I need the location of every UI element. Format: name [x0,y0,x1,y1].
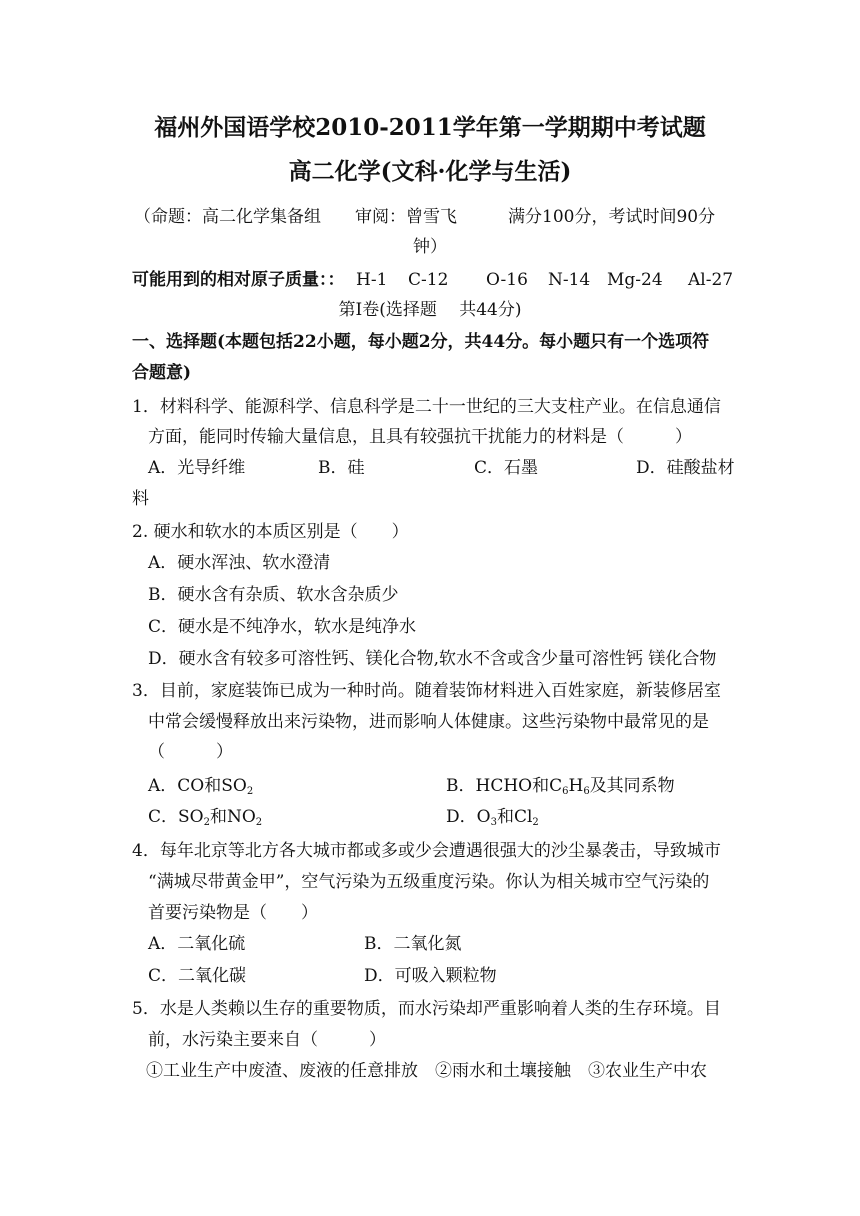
question-1-stem-cont: 方面，能同时传输大量信息，且具有较强抗干扰能力的材料是（ ） [148,427,692,447]
question-2-option-c: C．硬水是不纯净水，软水是纯净水 [148,617,417,637]
atomic-mass-value: C-12 [408,270,449,290]
question-4-stem-cont: 首要污染物是（ ） [148,903,318,923]
question-1-option-a: A．光导纤维 [148,458,246,478]
part-heading: 第Ⅰ卷(选择题 共44分) [338,300,522,320]
question-4-stem-cont: “满城尽带黄金甲”，空气污染为五级重度污染。你认为相关城市空气污染的 [148,872,710,892]
question-1-stem: 1．材料科学、能源科学、信息科学是二十一世纪的三大支柱产业。在信息通信 [132,397,721,417]
exam-meta-line2: 钟） [413,237,447,257]
atomic-mass-value: O-16 [486,270,528,290]
question-5-stem: 5．水是人类赖以生存的重要物质，而水污染却严重影响着人类的生存环境。目 [132,999,721,1019]
question-4-option-d: D．可吸入颗粒物 [364,966,497,986]
atomic-mass-line [132,268,734,292]
atomic-mass-value: Mg-24 [607,270,663,290]
question-3-stem-cont: 中常会缓慢释放出来污染物，进而影响人体健康。这些污染物中最常见的是 [148,712,709,732]
question-5-stem-cont: 前，水污染主要来自（ ） [148,1030,386,1050]
question-2-stem: 2. 硬水和软水的本质区别是（ ） [132,522,409,542]
question-3-stem: 3．目前，家庭装饰已成为一种时尚。随着装饰材料进入百姓家庭，新装修居室 [132,681,721,701]
question-3-answer-blank: （ ） [148,742,233,762]
question-1-option-d-cont: 料 [132,489,149,509]
question-4-option-b: B．二氧化氮 [364,934,462,954]
atomic-mass-value: H-1 [356,270,388,290]
question-1-option-d: D．硅酸盐材 [636,458,735,478]
question-2-option-a: A．硬水浑浊、软水澄清 [148,553,331,573]
exam-meta-line1: （命题：高二化学集备组 审阅：曾雪飞 满分100分，考试时间90分 [134,207,716,227]
section-heading: 一、选择题(本题包括22小题，每小题2分，共44分。每小题只有一个选项符 [132,332,710,352]
exam-title: 福州外国语学校2010-2011学年第一学期期中考试题 [154,114,706,141]
exam-subtitle: 高二化学(文科·化学与生活) [288,158,572,185]
question-2-option-d: D．硬水含有较多可溶性钙、镁化合物,软水不含或含少量可溶性钙 镁化合物 [148,649,717,669]
question-3-option-b: B．HCHO和$C_6H_6$及其同系物 [446,776,675,797]
question-2-option-b: B．硬水含有杂质、软水含杂质少 [148,585,399,605]
atomic-mass-label: 可能用到的相对原子质量：： [132,270,345,290]
question-5-items: ①工业生产中废渣、废液的任意排放 ②雨水和土壤接触 ③农业生产中农 [146,1061,707,1081]
question-3-option-d: D．$O_3$和$Cl_2$ [446,807,539,828]
question-4-stem: 4．每年北京等北方各大城市都或多或少会遭遇很强大的沙尘暴袭击，导致城市 [132,841,721,861]
atomic-mass-value: Al-27 [688,270,734,290]
question-3-option-c: C．$SO_2$和$NO_2$ [148,807,263,828]
question-3-option-a: A．CO和$SO_2$ [148,776,254,797]
section-heading-cont: 合题意) [132,363,192,383]
question-4-option-a: A．二氧化硫 [148,934,246,954]
question-1-option-b: B．硅 [318,458,365,478]
question-4-option-c: C．二氧化碳 [148,966,247,986]
atomic-mass-value: N-14 [548,270,591,290]
question-1-option-c: C．石墨 [474,458,539,478]
